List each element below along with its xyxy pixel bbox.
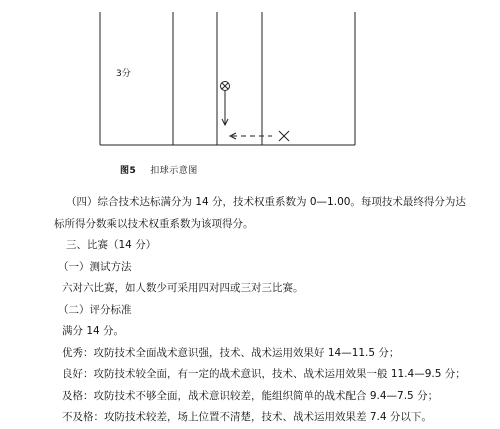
grading-line: 优秀：攻防技术全面战术意识强，技术、战术运用效果好 14—11.5 分； <box>62 346 400 359</box>
player-movement-arrow-icon <box>222 91 228 125</box>
figure-number: 图5 <box>120 166 137 176</box>
paragraph-line: 六对六比赛，如人数少可采用四对四或三对三比赛。 <box>62 282 304 294</box>
ball-path-dashed-arrow-icon <box>230 133 272 139</box>
subsection-heading: （二）评分标准 <box>58 303 132 316</box>
figure-title: 扣球示意图 <box>150 166 198 176</box>
grading-line: 不及格：攻防技术较差，场上位置不清楚，技术、战术运用效果差 7.4 分以下。 <box>62 411 432 423</box>
spike-diagram <box>0 0 500 170</box>
ball-origin-x-icon <box>279 131 289 141</box>
court-outline <box>100 12 355 145</box>
paragraph-line: 标所得分数乘以技术权重系数为该项得分。 <box>54 217 254 230</box>
paragraph-line: （四）综合技术达标满分为 14 分，技术权重系数为 0—1.00。每项技术最终得分为达 <box>66 196 466 208</box>
subsection-heading: （一）测试方法 <box>58 260 132 273</box>
figure-caption <box>120 163 198 176</box>
grading-line: 及格：攻防技术不够全面，战术意识较差，能组织简单的战术配合 9.4—7.5 分； <box>62 389 439 402</box>
section-heading: 三、比赛（14 分） <box>66 239 157 251</box>
grading-line: 良好：攻防技术较全面，有一定的战术意识，技术、战术运用效果一般 11.4—9.5 分； <box>62 368 466 380</box>
zone-score-label: 3分 <box>116 69 131 79</box>
player-marker-icon <box>221 82 230 91</box>
paragraph-line: 满分 14 分。 <box>62 325 125 337</box>
